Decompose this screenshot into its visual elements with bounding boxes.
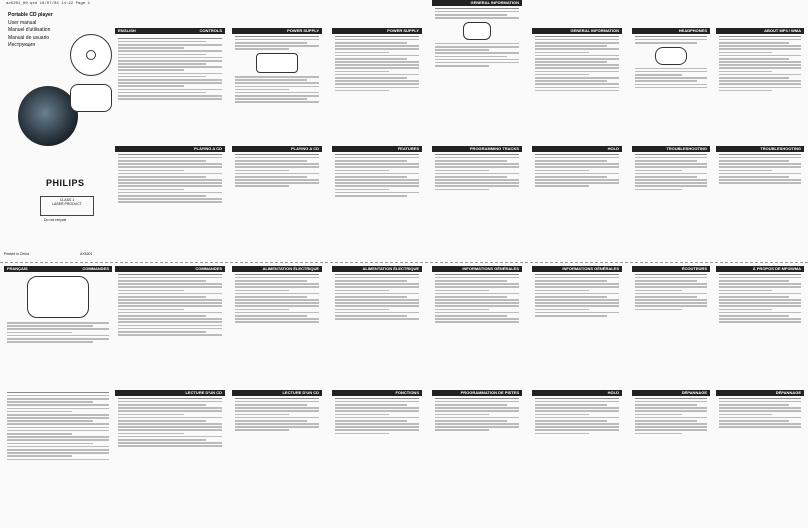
playing-cd-panel: PLAYING A CD xyxy=(115,146,225,258)
recycle-label: Do not recycle xyxy=(44,218,67,222)
fr-hold-panel: HOLD xyxy=(532,390,622,524)
fr-features-panel: FONCTIONS xyxy=(332,390,422,524)
headphones-panel: HEADPHONES xyxy=(632,28,710,142)
fr-programming-panel: PROGRAMMATION DE PISTES xyxy=(432,390,522,524)
cover-title-line: Manual de usuario xyxy=(8,34,50,41)
fr-controls-panel: FRANÇAIS COMMANDES xyxy=(4,266,112,386)
fr-troubleshooting-panel-2: DÉPANNAGE xyxy=(716,390,804,524)
general-info-panel-2: GENERAL INFORMATION xyxy=(532,28,622,142)
power-supply-panel-2: POWER SUPPLY xyxy=(332,28,422,142)
fr-power-panel: ALIMENTATION ÉLECTRIQUE xyxy=(232,266,322,386)
power-supply-panel: POWER SUPPLY xyxy=(232,28,322,142)
panel-header: ENGLISH CONTROLS xyxy=(115,28,225,34)
cover-title-line: Manuel d'utilisation xyxy=(8,27,51,33)
fr-troubleshooting-panel: DÉPANNAGE xyxy=(632,390,710,524)
fr-general-panel: INFORMATIONS GÉNÉRALES xyxy=(432,266,522,386)
device-diagram-panel xyxy=(66,26,114,142)
controls-panel xyxy=(115,28,225,142)
general-info-panel: GENERAL INFORMATION xyxy=(432,0,522,114)
cover-title-line: Portable CD player xyxy=(8,12,53,18)
cd-side-view xyxy=(70,84,112,112)
troubleshooting-panel: TROUBLESHOOTING xyxy=(632,146,710,258)
fr-power-panel-2: ALIMENTATION ÉLECTRIQUE xyxy=(332,266,422,386)
fr-playing-panel: LECTURE D'UN CD xyxy=(115,390,225,524)
programming-panel: PROGRAMMING TRACKS xyxy=(432,146,522,258)
cover-title-line: Инструкция xyxy=(8,42,35,48)
fr-notes-panel xyxy=(4,390,112,524)
footer-right: AX5201 xyxy=(80,252,93,256)
playing-cd-panel-2: PLAYING A CD xyxy=(232,146,322,258)
cover-title-line: User manual xyxy=(8,19,37,26)
laser-class-label: CLASS 1 LASER PRODUCT xyxy=(40,196,94,216)
mp3-panel: ABOUT MP3 / WMA xyxy=(716,28,804,142)
hold-panel: HOLD xyxy=(532,146,622,258)
fr-mp3-panel: À PROPOS DE MP3/WMA xyxy=(716,266,804,386)
fr-headphones-panel: ÉCOUTEURS xyxy=(632,266,710,386)
features-panel: FEATURES xyxy=(332,146,422,258)
file-info-line: ax5201_00.qxd 10/07/04 14:22 Page 1 xyxy=(6,2,91,6)
fold-line xyxy=(0,262,808,263)
cover-title-block xyxy=(8,12,63,50)
brand-logo: PHILIPS xyxy=(46,178,85,188)
fr-general-panel-2: INFORMATIONS GÉNÉRALES xyxy=(532,266,622,386)
footer-left: Printed in China xyxy=(4,252,29,256)
fr-controls-text: COMMANDES xyxy=(115,266,225,386)
troubleshooting-panel-2: TROUBLESHOOTING xyxy=(716,146,804,258)
fr-playing-panel-2: LECTURE D'UN CD xyxy=(232,390,322,524)
